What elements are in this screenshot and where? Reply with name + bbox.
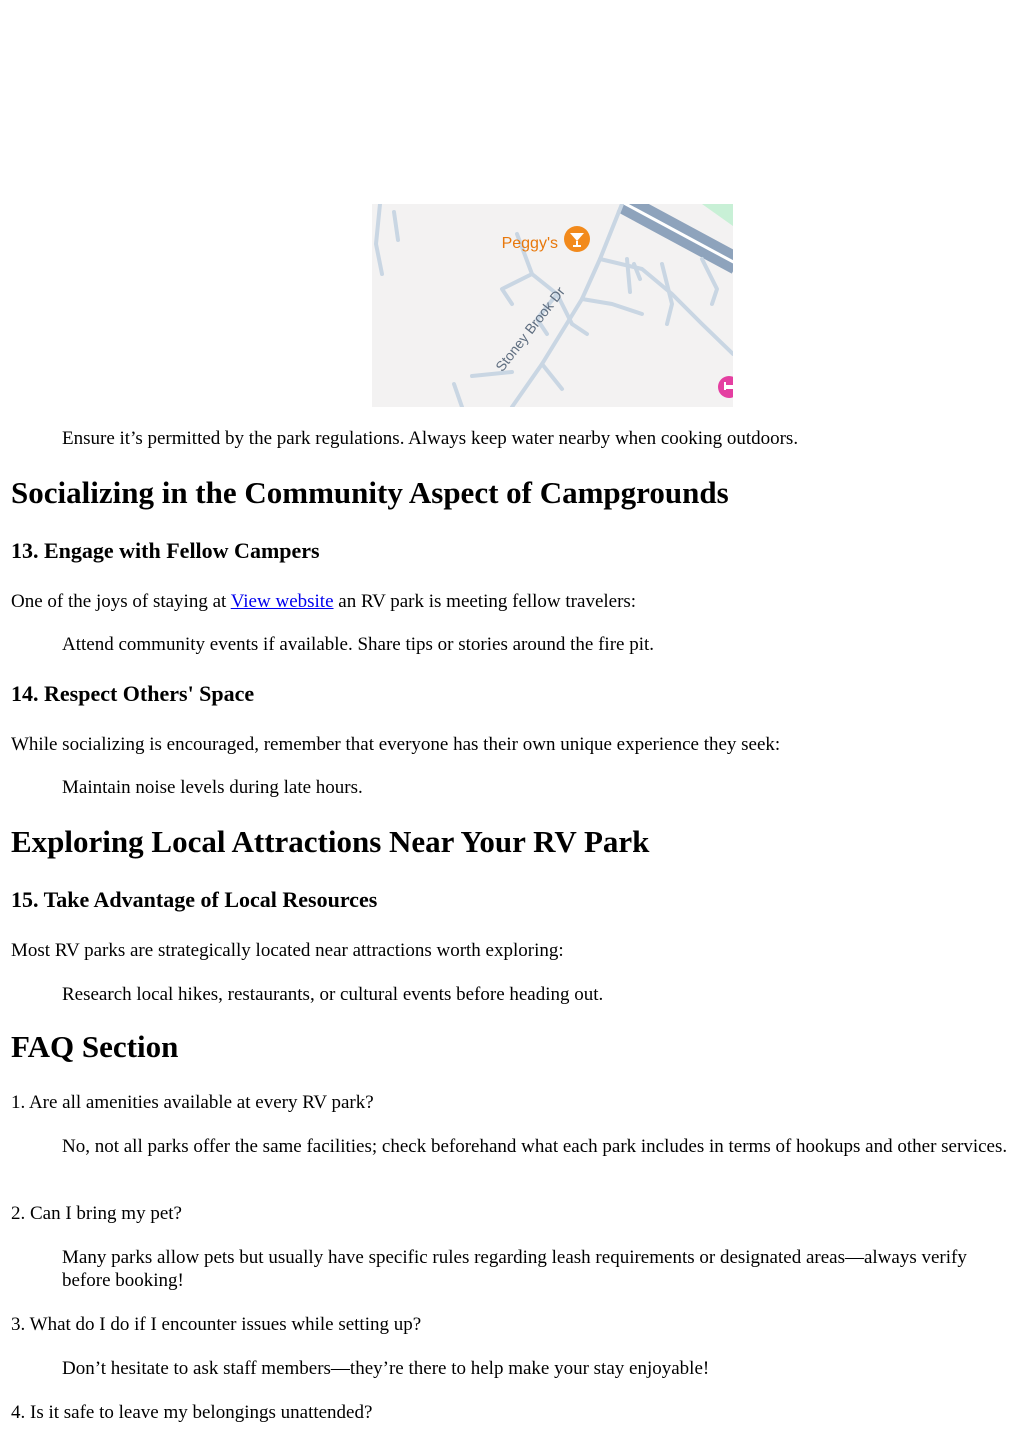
section-heading-exploring: Exploring Local Attractions Near Your RV Park — [11, 824, 650, 859]
view-website-link[interactable]: View website — [230, 591, 334, 612]
tip13-bullet: Attend community events if available. Share tips or stories around the fire pit. — [62, 634, 655, 655]
tip-heading-14: 14. Respect Others' Space — [11, 681, 255, 706]
faq-heading: FAQ Section — [11, 1029, 179, 1064]
street-label: Stoney Brook Dr — [492, 283, 568, 375]
tip-heading-13: 13. Engage with Fellow Campers — [11, 538, 320, 563]
faq-question-3: 3. What do I do if I encounter issues while setting up? — [11, 1314, 422, 1335]
firepit-note: Ensure it’s permitted by the park regulations. Always keep water nearby when cooking outdoors. — [62, 428, 799, 449]
section-heading-socializing: Socializing in the Community Aspect of Campgrounds — [11, 475, 729, 510]
faq-question-1: 1. Are all amenities available at every RV park? — [11, 1092, 374, 1113]
embedded-map[interactable] — [372, 204, 733, 407]
faq-question-2: 2. Can I bring my pet? — [11, 1203, 182, 1224]
tip14-bullet: Maintain noise levels during late hours. — [62, 777, 363, 798]
tip14-intro: While socializing is encouraged, remember that everyone has their own unique experience they seek: — [11, 734, 781, 755]
tip15-bullet: Research local hikes, restaurants, or cultural events before heading out. — [62, 984, 604, 1005]
faq-answer-3: Don’t hesitate to ask staff members—they’re there to help make your stay enjoyable! — [62, 1358, 710, 1379]
faq-question-4: 4. Is it safe to leave my belongings unattended? — [11, 1402, 373, 1423]
tip13-intro-after: an RV park is meeting fellow travelers: — [333, 591, 637, 612]
place-label[interactable]: Peggy's — [501, 235, 558, 252]
tip13-intro-before: One of the joys of staying at — [11, 591, 231, 612]
tip-heading-15: 15. Take Advantage of Local Resources — [11, 887, 378, 912]
tip15-intro: Most RV parks are strategically located near attractions worth exploring: — [11, 940, 564, 961]
faq-answer-1: No, not all parks offer the same facilities; check beforehand what each park includes in terms of hookups and other services. — [62, 1136, 1008, 1157]
faq-answer-2: Many parks allow pets but usually have specific rules regarding leash requirements or designated areas—always verify before booking! — [62, 1247, 967, 1291]
map-canvas — [372, 204, 733, 407]
tip13-intro — [11, 590, 636, 613]
